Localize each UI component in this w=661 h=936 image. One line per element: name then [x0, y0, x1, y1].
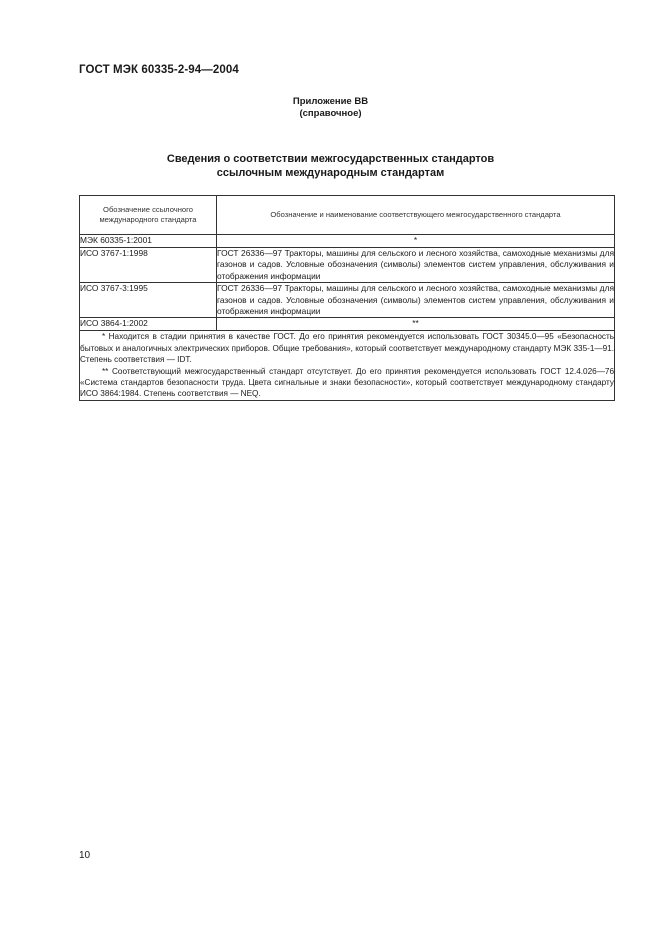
table-row — [80, 318, 615, 331]
annex-subtitle: (справочное) — [299, 108, 362, 119]
table-title — [0, 153, 661, 180]
ref-cell: ИСО 3864-1:2002 — [80, 318, 217, 331]
annex-title: Приложение ВВ — [292, 96, 369, 107]
ref-cell: ИСО 3767-1:1998 — [80, 248, 217, 283]
ref-cell: ИСО 3767-3:1995 — [80, 283, 217, 318]
document-header: ГОСТ МЭК 60335-2-94—2004 — [79, 64, 239, 76]
desc-cell: ГОСТ 26336—97 Тракторы, машины для сельского и лесного хозяйства, самоходные механизмы для газонов и садов. Условные обозначения (символы) элементов систем управления, обслуживания и отображения информации — [217, 283, 614, 317]
desc-cell: ГОСТ 26336—97 Тракторы, машины для сельского и лесного хозяйства, самоходные механизмы для газонов и садов. Условные обозначения (символы) элементов систем управления, обслуживания и отображения информации — [217, 248, 614, 281]
ref-cell: МЭК 60335-1:2001 — [80, 235, 217, 248]
table-header-row — [80, 196, 615, 235]
footnote-2: ** Соответствующий межгосударственный стандарт отсутствует. До его принятия рекомендуется использовать ГОСТ 12.4.026—76 «Система стандартов безопасности труда. Цвета сигнальные и знаки безопасности», который соответствует международному стандарту ИСО 3864:1984. Степень соответствия — NEQ. — [80, 366, 614, 399]
table-row — [80, 283, 615, 318]
header-international-standard: Обозначение ссылочного международного стандарта — [80, 196, 217, 235]
desc-cell: * — [217, 235, 615, 248]
table-title-line-2: ссылочным международным стандартам — [216, 166, 445, 179]
table-row — [80, 248, 615, 283]
annex-heading — [0, 96, 661, 120]
desc-cell: ** — [217, 318, 615, 331]
correspondence-table — [79, 195, 615, 401]
page-number: 10 — [79, 850, 91, 861]
table-notes — [80, 331, 615, 400]
table-notes-row — [80, 331, 615, 400]
header-interstate-standard: Обозначение и наименование соответствующего межгосударственного стандарта — [217, 196, 615, 235]
table-title-line-1: Сведения о соответствии межгосударственных стандартов — [166, 153, 495, 165]
footnote-1: * Находится в стадии принятия в качестве ГОСТ. До его принятия рекомендуется использовать ГОСТ 30345.0—95 «Безопасность бытовых и аналогичных электрических приборов. Общие требования», который соответствует международному стандарту МЭК 335-1—91. Степень соответствия — IDT. — [80, 332, 614, 365]
table-row — [80, 235, 615, 248]
